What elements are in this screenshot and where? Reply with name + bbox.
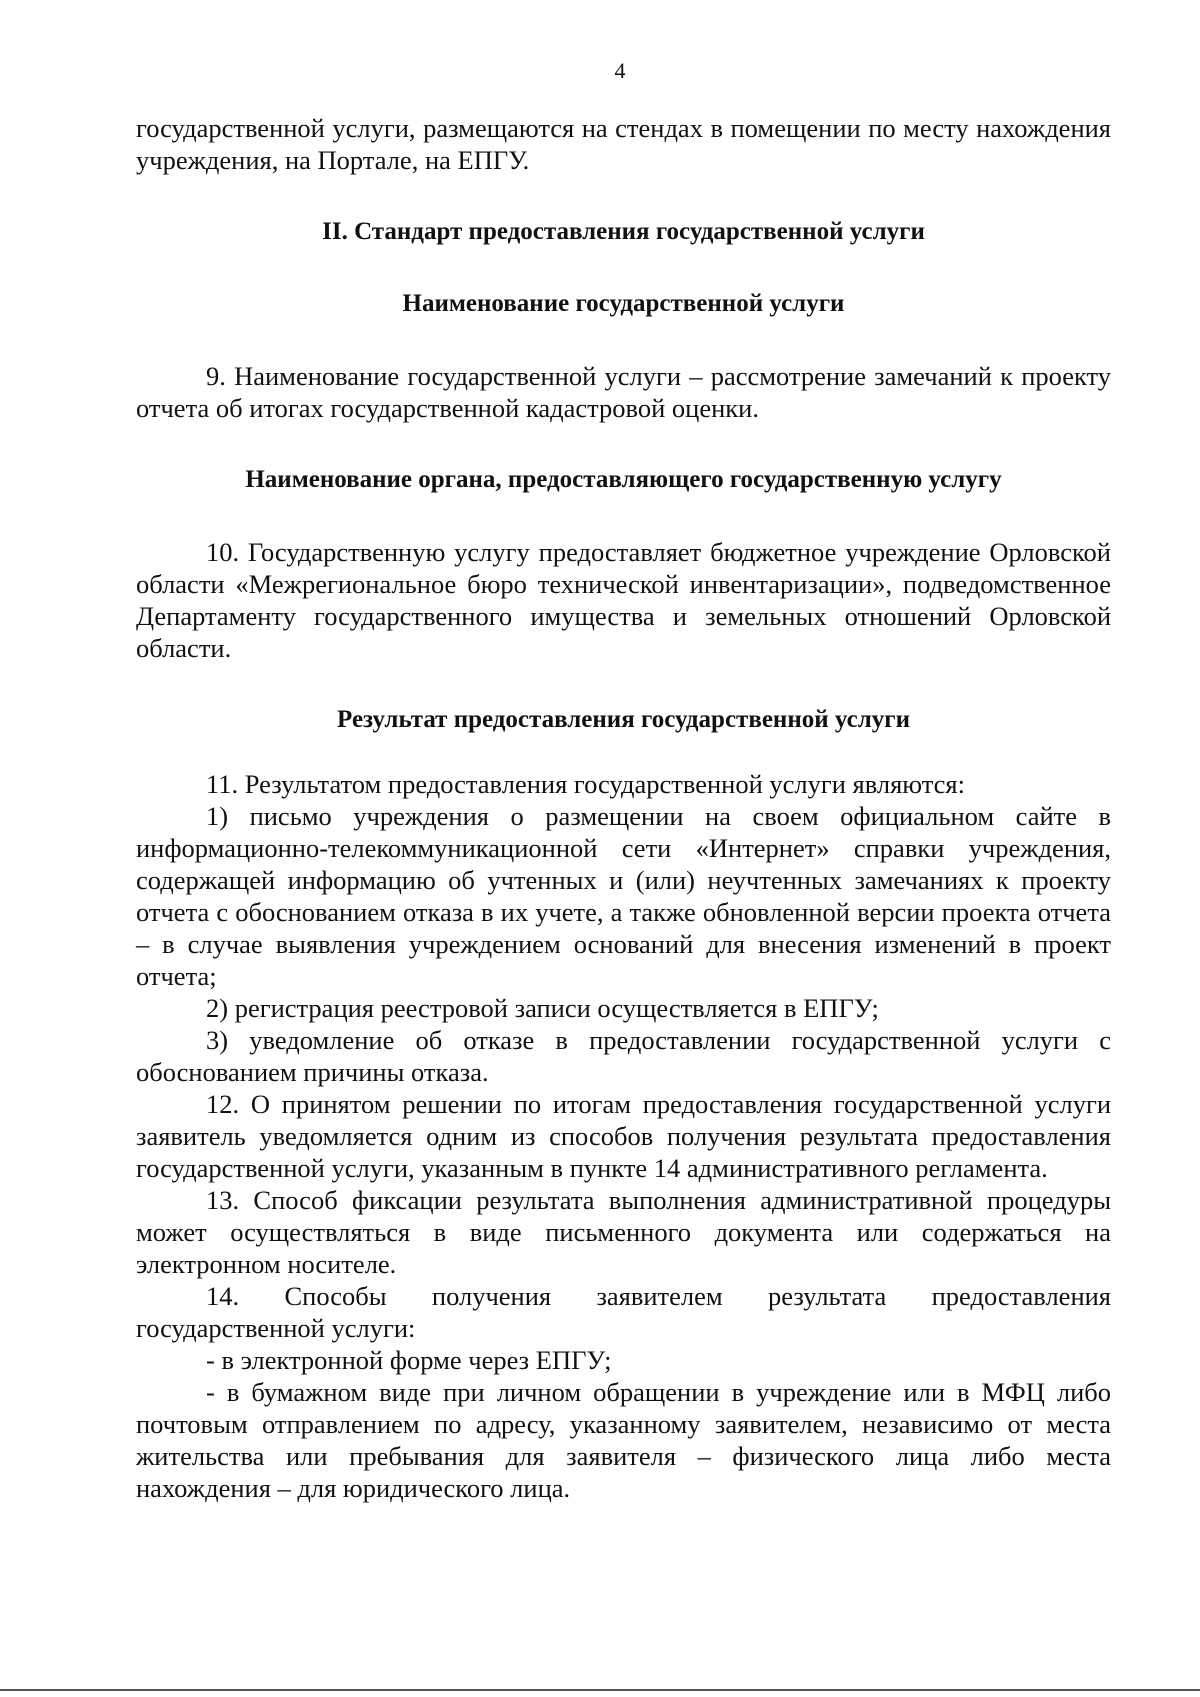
paragraph-14-item-paper: - в бумажном виде при личном обращении в учреждение или в МФЦ либо почтовым отправлением по адресу, указанному заявителем, независимо от места жительства или пребывания для заявителя – физического лица либо места нахождения – для юридического лица. <box>136 1377 1111 1503</box>
paragraph-10: 10. Государственную услугу предоставляет бюджетное учреждение Орловской области «Межрегиональное бюро технической инвентаризации», подведомственное Департаменту государственного имущества и земельных отношений Орловской области. <box>136 537 1111 663</box>
paragraph-intro-continuation: государственной услуги, размещаются на стендах в помещении по месту нахождения учреждения, на Портале, на ЕПГУ. <box>136 113 1111 175</box>
section-heading-standard: II. Стандарт предоставления государственной услуги <box>322 218 925 245</box>
subheading-service-result: Результат предоставления государственной услуги <box>337 706 910 733</box>
document-body <box>136 112 1111 1504</box>
bottom-scan-line <box>0 1689 1200 1691</box>
subheading-service-name: Наименование государственной услуги <box>402 290 845 317</box>
paragraph-11-item-1: 1) письмо учреждения о размещении на своем официальном сайте в информационно-телекоммуникационной сети «Интернет» справки учреждения, содержащей информацию об учтенных и (или) неучтенных замечаниях к проекту отчета с обоснованием отказа в их учете, а также обновленной версии проекта отчета – в случае выявления учреждением оснований для внесения изменений в проект отчета; <box>136 801 1111 991</box>
paragraph-13: 13. Способ фиксации результата выполнения административной процедуры может осуществляться в виде письменного документа или содержаться на электронном носителе. <box>136 1185 1111 1279</box>
paragraph-9: 9. Наименование государственной услуги – рассмотрение замечаний к проекту отчета об итогах государственной кадастровой оценки. <box>136 361 1111 423</box>
paragraph-11-item-2: 2) регистрация реестровой записи осуществляется в ЕПГУ; <box>206 993 879 1023</box>
page-number: 4 <box>614 58 626 83</box>
paragraph-14: 14. Способы получения заявителем результата предоставления государственной услуги: <box>136 1281 1111 1343</box>
paragraph-12: 12. О принятом решении по итогам предоставления государственной услуги заявитель уведомляется одним из способов получения результата предоставления государственной услуги, указанным в пункте 14 административного регламента. <box>136 1089 1111 1183</box>
paragraph-11: 11. Результатом предоставления государственной услуги являются: <box>206 769 965 799</box>
paragraph-11-item-3: 3) уведомление об отказе в предоставлении государственной услуги с обоснованием причины отказа. <box>136 1025 1111 1087</box>
paragraph-14-item-electronic: - в электронной форме через ЕПГУ; <box>206 1345 612 1375</box>
subheading-providing-body: Наименование органа, предоставляющего государственную услугу <box>245 466 1002 493</box>
